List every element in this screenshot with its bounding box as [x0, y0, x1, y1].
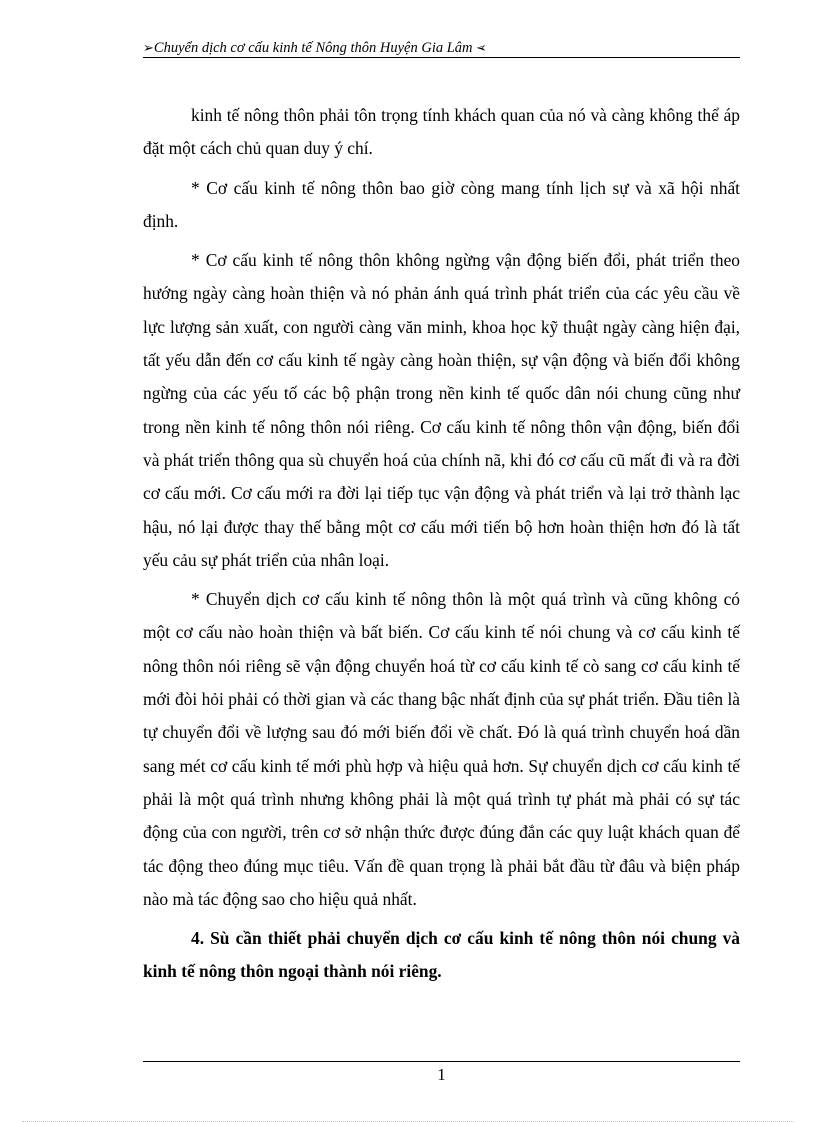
paragraph-transition: * Chuyển dịch cơ cấu kinh tế nông thôn là một quá trình và cũng không có một cơ cấu nào hoàn thiện và bất biến. Cơ cấu kinh tế nói chung và cơ cấu kinh tế nông thôn nói riêng sẽ vận động chuyển hoá từ cơ cấu kinh tế cò sang cơ cấu kinh tế mới đòi hỏi phải có thời gian và các thang bậc nhất định của sự phát triển. Đầu tiên là tự chuyển đổi về lượng sau đó mới biến đổi về chất. Đó là quá trình chuyển hoá dần sang mét cơ cấu kinh tế mới phù hợp và hiệu quả hơn. Sự chuyển dịch cơ cấu kinh tế phải là một quá trình nhưng không phải là một quá trình tự phát mà phải có sự tác động của con người, trên cơ sở nhận thức được đúng đắn các quy luật khách quan để tác động theo đúng mục tiêu. Vấn đề quan trọng là phải bắt đầu từ đâu và biện pháp nào mà tác động sao cho hiệu quả nhất.	[143, 589, 740, 909]
arrow-right-icon: ➢	[143, 40, 154, 55]
paragraph-historical: * Cơ cấu kinh tế nông thôn bao giờ còng mang tính lịch sự và xã hội nhất định.	[143, 177, 740, 231]
arrow-left-icon: ➢	[476, 40, 488, 55]
footer-divider	[143, 1061, 740, 1062]
page-number: 1	[437, 1065, 446, 1084]
page-edge-dots	[22, 1121, 794, 1122]
header-title: Chuyển dịch cơ cấu kinh tế Nông thôn Huyện Gia Lâm	[153, 40, 473, 56]
paragraph-evolution: * Cơ cấu kinh tế nông thôn không ngừng vận động biến đổi, phát triển theo hướng ngày càng hoàn thiện và nó phản ánh quá trình phát triển của các yêu cầu về lực lượng sản xuất, con người càng văn minh, khoa học kỹ thuật ngày càng hiện đại, tất yếu dẫn đến cơ cấu kinh tế ngày càng hoàn thiện, sự vận động và biến đổi không ngừng của các yếu tố các bộ phận trong nền kinh tế quốc dân nói chung cũng như trong nền kinh tế nông thôn nói riêng. Cơ cấu kinh tế nông thôn vận động, biến đổi và phát triển thông qua sù chuyển hoá của chính nã, khi đó cơ cấu cũ mất đi và ra đời cơ cấu mới. Cơ cấu mới ra đời lại tiếp tục vận động và phát triển và lại trở thành lạc hậu, nó lại được thay thế bằng một cơ cấu mới tiến bộ hơn hoàn thiện hơn đó là tất yếu cảu sự phát triển của nhân loại.	[143, 250, 740, 570]
paragraph-continuation: kinh tế nông thôn phải tôn trọng tính khách quan của nó và càng không thể áp đặt một cách chủ quan duy ý chí.	[143, 105, 740, 159]
section-heading: 4. Sù cần thiết phải chuyển dịch cơ cấu kinh tế nông thôn nói chung và kinh tế nông thôn ngoại thành nói riêng.	[143, 928, 740, 982]
page-body	[143, 99, 740, 995]
running-header	[143, 38, 740, 58]
